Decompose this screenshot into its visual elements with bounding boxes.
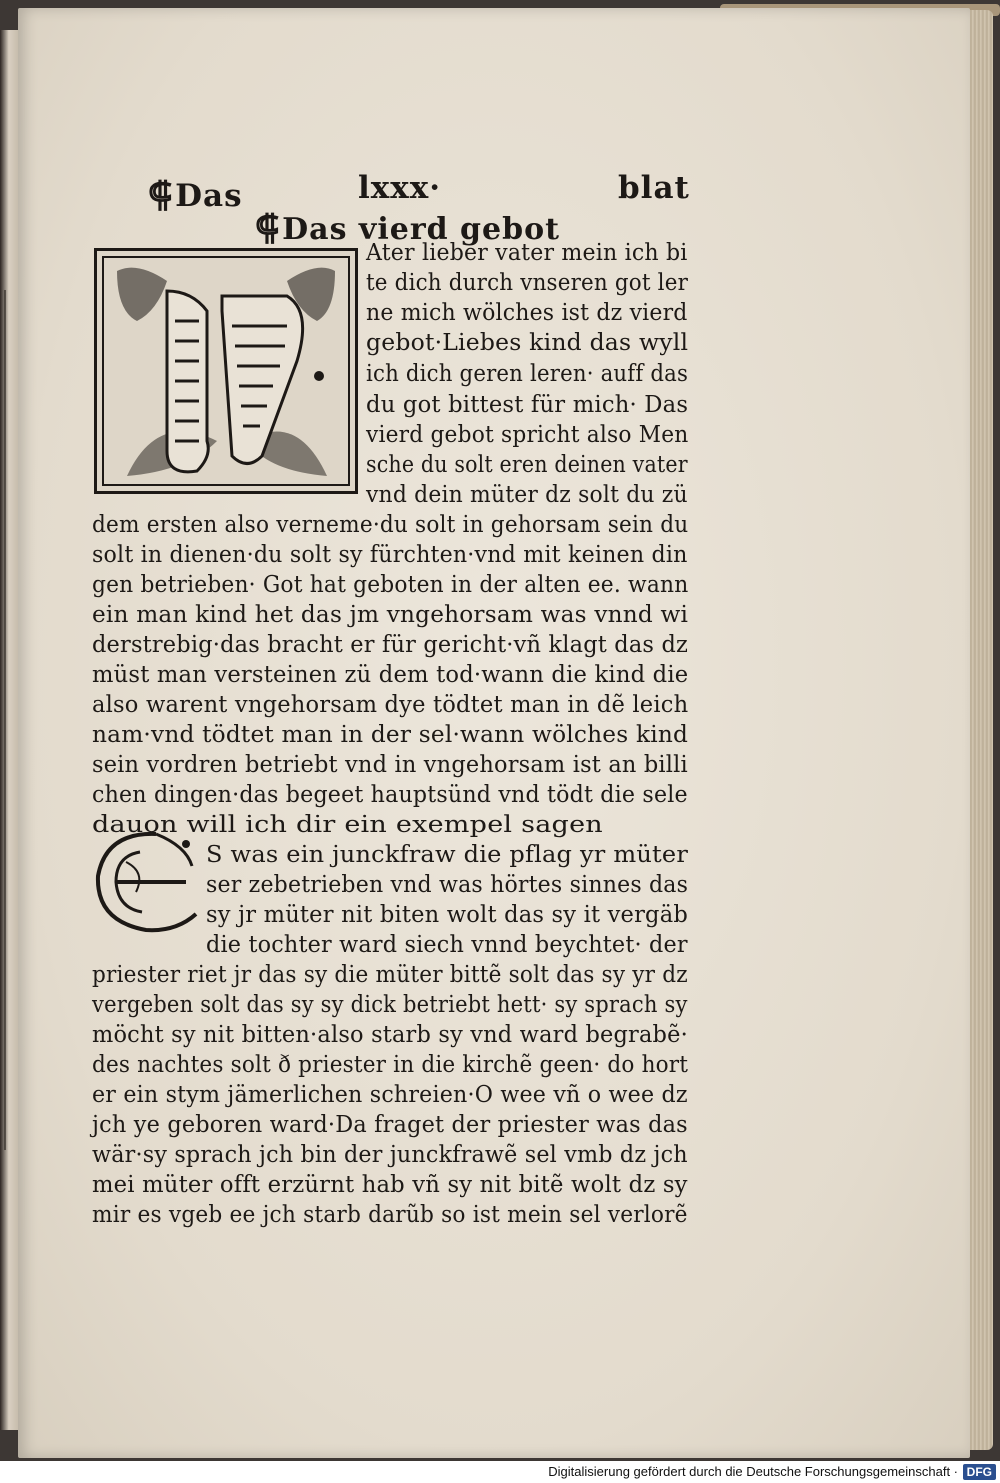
text-line: gebot·Liebes kind das wyll — [366, 328, 689, 356]
text-line: derstrebig·das bracht er für gericht·vñ klagt das dz — [92, 630, 689, 658]
text-line: priester riet jr das sy die müter bittẽ solt das sy yr dz — [92, 960, 688, 988]
text-line: ich dich geren leren· auff das — [366, 359, 689, 387]
text-line: also warent vngehorsam dye tödtet man in dẽ leich — [92, 690, 689, 718]
text-line: solt in dienen·du solt sy fürchten·vnd mit keinen din — [92, 540, 688, 568]
text-line: du got bittest für mich· Das — [366, 390, 689, 418]
text-line: vergeben solt das sy sy dick betriebt hett· sy sprach sy — [92, 990, 688, 1018]
text-line: vierd gebot spricht also Men — [366, 420, 689, 448]
text-line: mei müter offt erzürnt hab vñ sy nit bitẽ wolt dz sy — [92, 1170, 688, 1198]
text-line: S was ein junckfraw die pflag yr müter — [206, 840, 689, 868]
text-line: ein man kind het das jm vngehorsam was vnnd wi — [92, 600, 689, 628]
text-line: möcht sy nit bitten·also starb sy vnd ward begrabẽ· — [92, 1020, 688, 1048]
text-line: müst man versteinen zü dem tod·wann die kind die — [92, 660, 689, 688]
text-line: gen betrieben· Got hat geboten in der alten ee. wann — [92, 570, 689, 598]
text-line: nam·vnd tödtet man in der sel·wann wölches kind — [92, 720, 689, 748]
text-line: ser zebetrieben vnd was hörtes sinnes das — [206, 870, 689, 898]
pilcrow-icon: ⸿ — [255, 208, 281, 248]
text-line: die tochter ward siech vnnd beychtet· der — [206, 930, 688, 958]
text-line: te dich durch vnseren got ler — [366, 268, 689, 296]
text-line: des nachtes solt ð priester in die kirchẽ geen· do hort — [92, 1050, 689, 1078]
text-line: ne mich wölches ist dz vierd — [366, 298, 688, 326]
text-line: er ein stym jämerlichen schreien·O wee vñ o wee dz — [92, 1080, 688, 1108]
text-line: sche du solt eren deinen vater — [366, 450, 688, 478]
digitization-footer — [0, 1461, 1000, 1483]
section-title-text: Das vierd gebot — [282, 212, 560, 247]
text-line: vnd dein müter dz solt du zü — [366, 480, 688, 508]
text-line: wär·sy sprach jch bin der junckfrawẽ sel vmb dz jch — [92, 1140, 688, 1168]
text-line: chen dingen·das begeet hauptsünd vnd tödt die sele — [92, 780, 688, 808]
folio-number: lxxx· — [358, 170, 442, 206]
running-head-left: Das — [175, 178, 243, 214]
text-line: sy jr müter nit biten wolt das sy it vergäb — [206, 900, 688, 928]
text-line: dauon will ich dir ein exempel sagen — [92, 810, 603, 838]
dfg-logo-icon: DFG — [963, 1464, 996, 1480]
running-head-right: blat — [618, 170, 690, 206]
dfg-credit: Digitalisierung gefördert durch die Deutsche Forschungsgemeinschaft · — [548, 1464, 958, 1479]
text-line: mir es vgeb ee jch starb darũb so ist mein sel verlorẽ — [92, 1200, 688, 1228]
text-line: Ater lieber vater mein ich bi — [366, 238, 688, 266]
pilcrow-icon: ⸿ — [148, 175, 174, 215]
text-line: sein vordren betriebt vnd in vngehorsam ist an billi — [92, 750, 688, 778]
text-line: dem ersten also verneme·du solt in gehorsam sein du — [92, 510, 689, 538]
text-line: jch ye geboren ward·Da fraget der priester was das — [92, 1110, 688, 1138]
